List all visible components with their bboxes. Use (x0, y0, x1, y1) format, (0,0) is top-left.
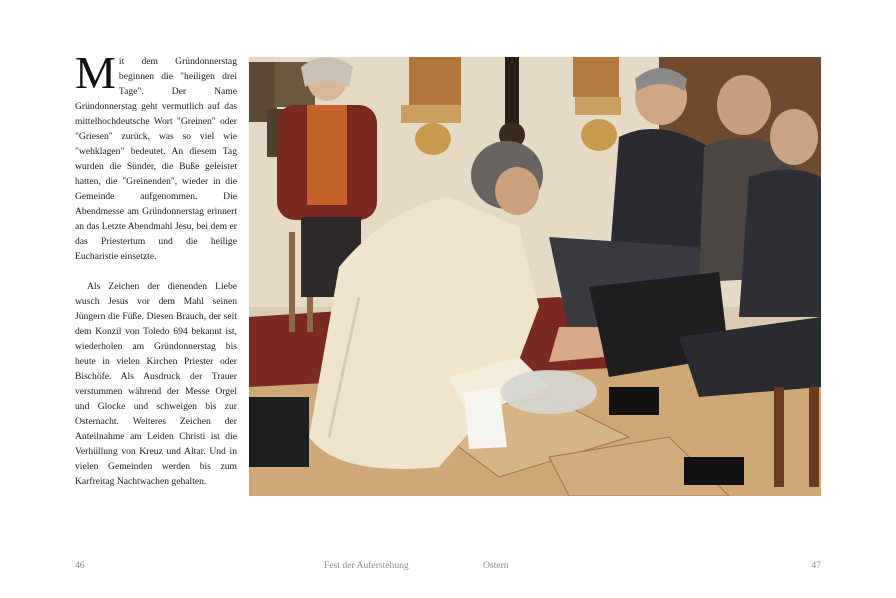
page-number-left: 46 (75, 560, 85, 571)
page-number-right: 47 (811, 560, 821, 571)
paragraph-2: Als Zeichen der dienenden Liebe wusch Jesus vor dem Mahl seinen Jüngern die Füße. Diesen Brauch, der seit dem Konzil von Toledo 694 bekannt ist, wiederholen am Gründonnerstag bis heute in vielen Kirchen Priester oder Bischöfe. Als Ausdruck der Trauer verstummen während der Messe Orgel und Glocke und schweigen bis zur Osternacht. Weiteres Zeichen der Anteilnahme am Leiden Christi ist die Verhüllung von Kreuz und Altar. Und in vielen Gemeinden werden bis zum Karfreitag Nachtwachen gehalten. (75, 281, 237, 487)
running-title-right: Ostern (483, 560, 509, 571)
paragraph-1 (75, 47, 237, 264)
paragraph-1-text: it dem Gründonnerstag beginnen die "heiligen drei Tage". Der Name Gründonnerstag geht vermutlich auf das mittelhochdeutsche Wort "Greinen" oder "Griesen" zurück, was so viel wie "wehklagen" bedeutet. An diesem Tag wurden die Sünder, die Buße geleistet hatten, die "Greinenden", wieder in die Gemeinde aufgenommen. Die Abendmesse am Gründonnerstag erinnert an das Letzte Abendmahl Jesu, bei dem er das Priestertum und die heilige Eucharistie einsetzte. (75, 56, 237, 262)
drop-cap: M (75, 47, 116, 98)
running-title-left: Fest der Auferstehung (324, 560, 409, 571)
foot-washing-photo (249, 57, 821, 496)
body-text-column (75, 47, 237, 489)
